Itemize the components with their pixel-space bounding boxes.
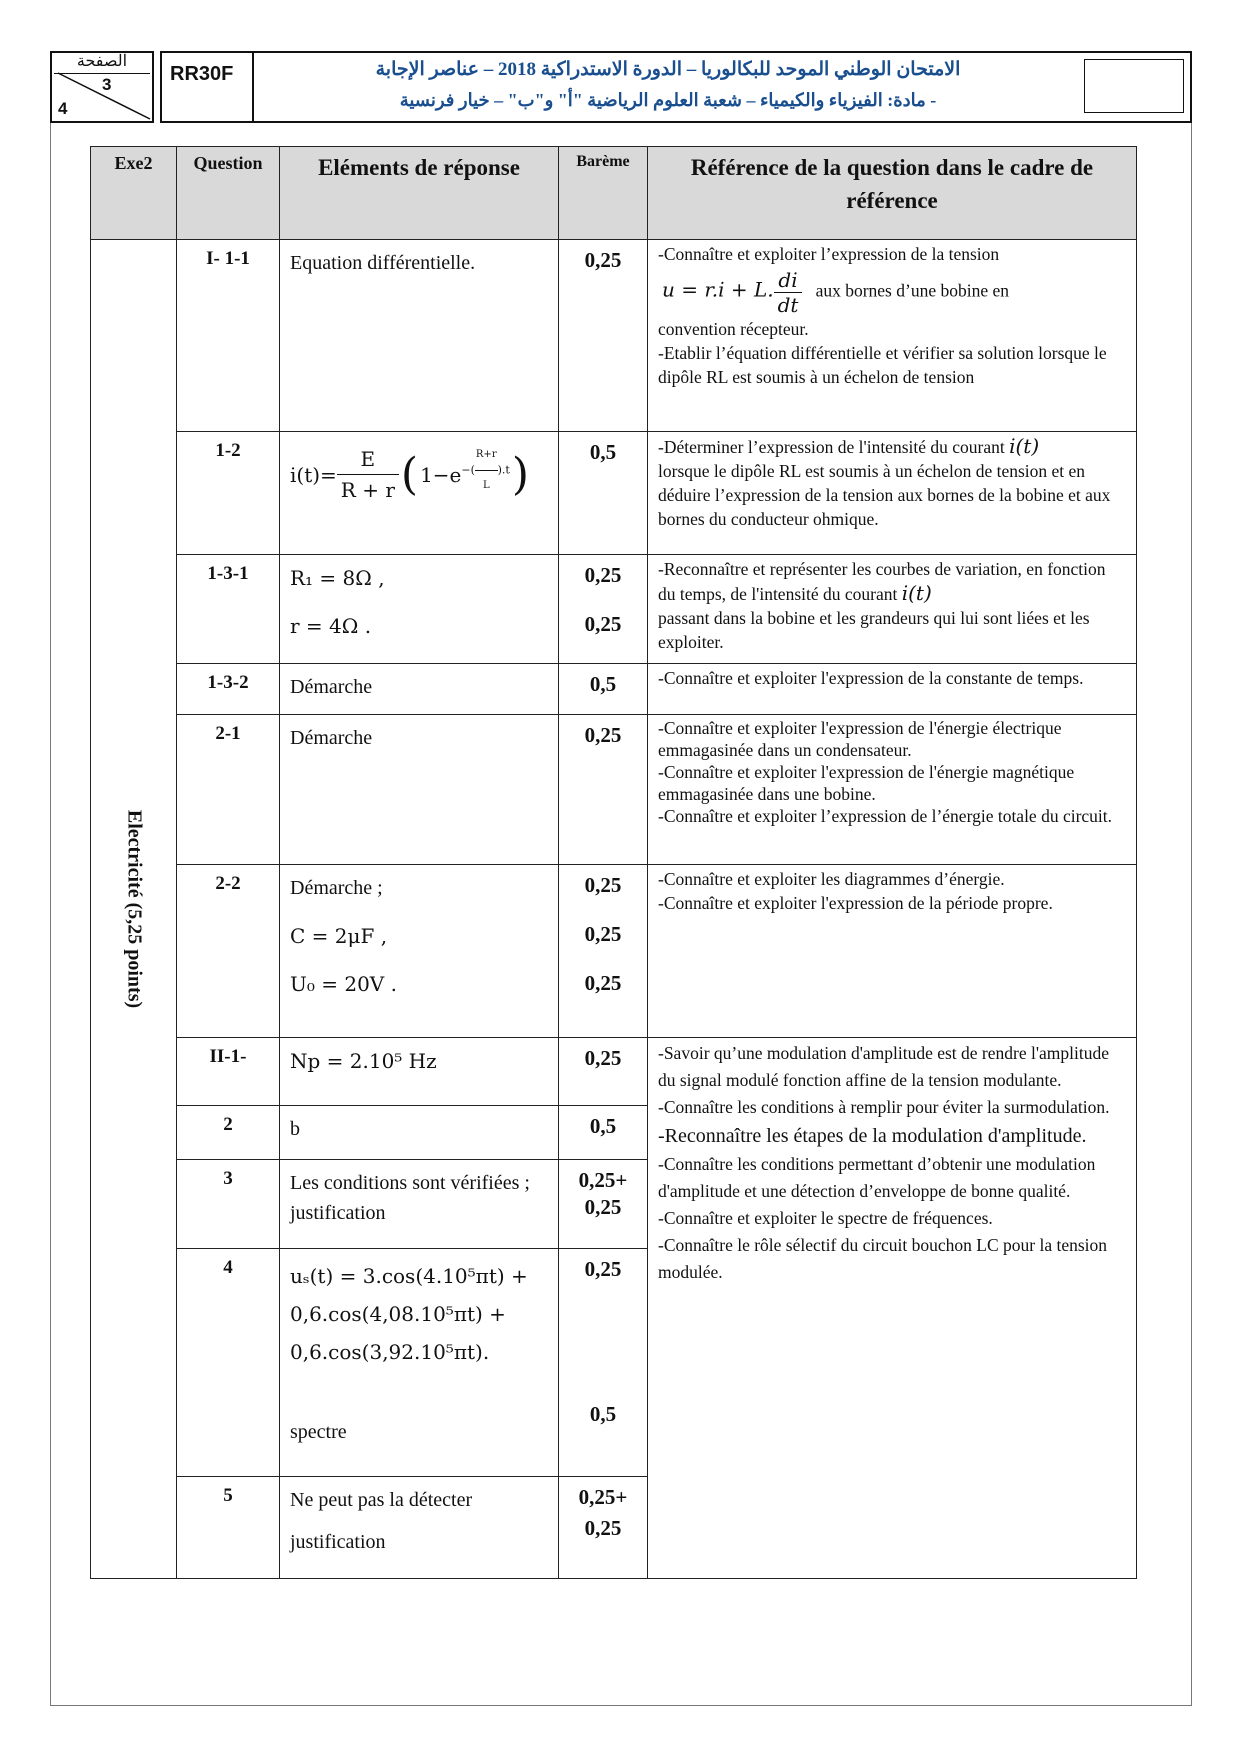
bareme-value: 0,25 (584, 1516, 622, 1540)
question-cell: 3 (177, 1160, 280, 1249)
question-cell: I- 1-1 (177, 240, 280, 432)
reference-text: -Etablir l’équation différentielle et vérifier sa solution lorsque le dipôle RL est soumis à un échelon de tension (658, 343, 1107, 387)
reference-cell-modulation (648, 1038, 1137, 1579)
page-label: الصفحة (76, 53, 128, 70)
expr-den: R + r (340, 478, 395, 502)
header-question: Question (177, 147, 280, 240)
elements-cell (280, 432, 559, 555)
reference-cell (648, 865, 1137, 1038)
expr-paren: 1−e (420, 462, 462, 487)
exam-title (258, 53, 1078, 121)
exam-header (160, 51, 1192, 123)
element-line: spectre (290, 1421, 347, 1443)
paren-open: ( (400, 448, 419, 500)
bareme-cell: 0,25 (559, 715, 648, 865)
element-line: 0,6.cos(4,08.10⁵πt) + (290, 1302, 506, 1326)
reference-text: -Connaître et exploiter l'expression de la période propre. (658, 893, 1053, 913)
bareme-cell (559, 1160, 648, 1249)
expr-fraction (337, 444, 399, 505)
bareme-cell (559, 1249, 648, 1477)
elements-cell (280, 865, 559, 1038)
reference-text: aux bornes d’une bobine en (815, 280, 1009, 301)
exam-title-line2: - مادة: الفيزياء والكيمياء – شعبة العلوم الرياضية "أ" و"ب" – خيار فرنسية (399, 90, 937, 110)
element-line: U₀ = 20V . (290, 972, 397, 996)
question-cell: 1-3-2 (177, 664, 280, 715)
blank-code-box (1084, 59, 1184, 113)
table-row (91, 432, 1137, 555)
reference-text: -Connaître et exploiter le spectre de fréquences. (658, 1208, 993, 1228)
table-row (91, 1038, 1137, 1106)
elements-cell: Equation différentielle. (280, 240, 559, 432)
answer-table (90, 146, 1137, 1579)
exam-title-line1: الامتحان الوطني الموحد للبكالوريا – الدورة الاستدراكية 2018 – عناصر الإجابة (375, 59, 961, 80)
header-reference: Référence de la question dans le cadre de référence (648, 147, 1137, 240)
elements-cell: Np = 2.10⁵ Hz (280, 1038, 559, 1106)
question-cell: II-1- (177, 1038, 280, 1106)
reference-cell (648, 715, 1137, 865)
reference-text: -Connaître le rôle sélectif du circuit bouchon LC pour la tension modulée. (658, 1235, 1108, 1282)
bareme-cell (559, 555, 648, 664)
exp-t: .t (501, 463, 510, 477)
element-line: Démarche ; (290, 877, 383, 899)
elements-cell (280, 555, 559, 664)
question-cell: 5 (177, 1477, 280, 1579)
question-cell: 4 (177, 1249, 280, 1477)
current-symbol: i(t) (901, 581, 932, 605)
table-row (91, 664, 1137, 715)
reference-cell (648, 240, 1137, 432)
question-cell: 2 (177, 1106, 280, 1160)
reference-text: -Connaître et exploiter les diagrammes d’énergie. (658, 869, 1005, 889)
elements-cell (280, 1477, 559, 1579)
expr-num: E (337, 444, 399, 475)
element-line: r = 4Ω . (290, 614, 372, 638)
bareme-cell: 0,25 (559, 240, 648, 432)
element-line: C = 2μF , (290, 924, 388, 948)
section-label: Electricité (5,25 points) (123, 809, 145, 1009)
page-total: 4 (58, 99, 68, 118)
bareme-value: 0,5 (589, 1402, 617, 1426)
header-exercise: Exe2 (91, 147, 177, 240)
formula-den: dt (777, 293, 799, 317)
section-label-cell (91, 240, 177, 1579)
formula-num: di (774, 268, 803, 293)
exp-den: L (482, 480, 490, 491)
element-line: 0,6.cos(3,92.10⁵πt). (290, 1340, 490, 1364)
table-row (91, 555, 1137, 664)
bareme-cell: 0,5 (559, 1106, 648, 1160)
current-expression (290, 444, 548, 505)
bareme-value: 0,25 (584, 1257, 622, 1281)
reference-text: -Reconnaître et représenter les courbes de variation, en fonction du temps, de l'intensité du courant (658, 559, 1106, 604)
reference-text: -Connaître et exploiter l’expression de l’énergie totale du circuit. (658, 806, 1113, 826)
bareme-value: 0,25 (584, 873, 622, 897)
header-elements: Eléments de réponse (280, 147, 559, 240)
bareme-value: 0,25 (584, 563, 622, 587)
reference-cell (648, 555, 1137, 664)
bareme-value: 0,25 (584, 922, 622, 946)
reference-cell (648, 432, 1137, 555)
elements-cell: Démarche (280, 664, 559, 715)
bareme-value: 0,25 (584, 612, 622, 636)
question-cell: 1-3-1 (177, 555, 280, 664)
reference-text: -Connaître et exploiter l’expression de la tension (658, 244, 1000, 264)
paren-close: ) (511, 448, 529, 500)
table-row (91, 240, 1137, 432)
page-number: 3 (102, 75, 112, 94)
page-number-box (50, 51, 154, 123)
reference-text: -Savoir qu’une modulation d'amplitude est de rendre l'amplitude du signal modulé fonction affine de la tension modulante. (658, 1043, 1109, 1090)
elements-cell (280, 1249, 559, 1477)
reference-text: -Connaître et exploiter l'expression de l'énergie électrique emmagasinée dans un condensateur. (658, 718, 1062, 760)
current-symbol: i(t) (1009, 434, 1040, 458)
bareme-cell: 0,5 (559, 432, 648, 555)
table-row (91, 715, 1137, 865)
question-cell: 1-2 (177, 432, 280, 555)
element-line: justification (290, 1531, 386, 1553)
table-header-row (91, 147, 1137, 240)
element-line: R₁ = 8Ω , (290, 566, 385, 590)
reference-text: convention récepteur. (658, 319, 809, 339)
reference-text: -Reconnaître les étapes de la modulation d'amplitude. (658, 1125, 1087, 1147)
reference-text: -Connaître les conditions à remplir pour éviter la surmodulation. (658, 1097, 1110, 1117)
bareme-value: 0,25+ (578, 1485, 628, 1509)
question-cell: 2-2 (177, 865, 280, 1038)
question-cell: 2-1 (177, 715, 280, 865)
expr-exponent: −( $\frac{R+r}{L}$ ).t (461, 440, 509, 501)
exam-code: RR30F (162, 53, 254, 121)
bareme-cell: 0,5 (559, 664, 648, 715)
formula-lhs: u = r.i + L. (662, 277, 774, 302)
reference-text: -Connaître les conditions permettant d’obtenir une modulation d'amplitude et une détection d’enveloppe de bonne qualité. (658, 1154, 1096, 1201)
bareme-value: 0,25+ (578, 1168, 628, 1192)
header-bareme: Barème (559, 147, 648, 240)
expr-i: i(t)= (290, 462, 337, 487)
elements-cell: Les conditions sont vérifiées ; justification (280, 1160, 559, 1249)
bareme-cell (559, 1477, 648, 1579)
bareme-cell (559, 865, 648, 1038)
reference-text: -Déterminer l’expression de l'intensité du courant (658, 437, 1005, 457)
exp-num: R+r (475, 440, 498, 471)
bareme-value: 0,25 (584, 1195, 622, 1219)
elements-cell: b (280, 1106, 559, 1160)
elements-cell: Démarche (280, 715, 559, 865)
reference-text: -Connaître et exploiter l'expression de l'énergie magnétique emmagasinée dans une bobine. (658, 762, 1075, 804)
reference-text: passant dans la bobine et les grandeurs qui lui sont liées et les exploiter. (658, 608, 1090, 652)
tension-formula (662, 268, 1126, 317)
reference-text: lorsque le dipôle RL est soumis à un échelon de tension et en déduire l’expression de la tension aux bornes de la bobine et aux bornes du conducteur ohmique. (658, 461, 1111, 529)
page-label-divider (54, 73, 150, 74)
bareme-cell: 0,25 (559, 1038, 648, 1106)
table-row (91, 865, 1137, 1038)
formula-fraction (774, 268, 803, 317)
reference-cell: -Connaître et exploiter l'expression de la constante de temps. (648, 664, 1137, 715)
bareme-value: 0,25 (584, 971, 622, 995)
element-line: Ne peut pas la détecter (290, 1489, 473, 1511)
element-line: uₛ(t) = 3.cos(4.10⁵πt) + (290, 1264, 528, 1288)
